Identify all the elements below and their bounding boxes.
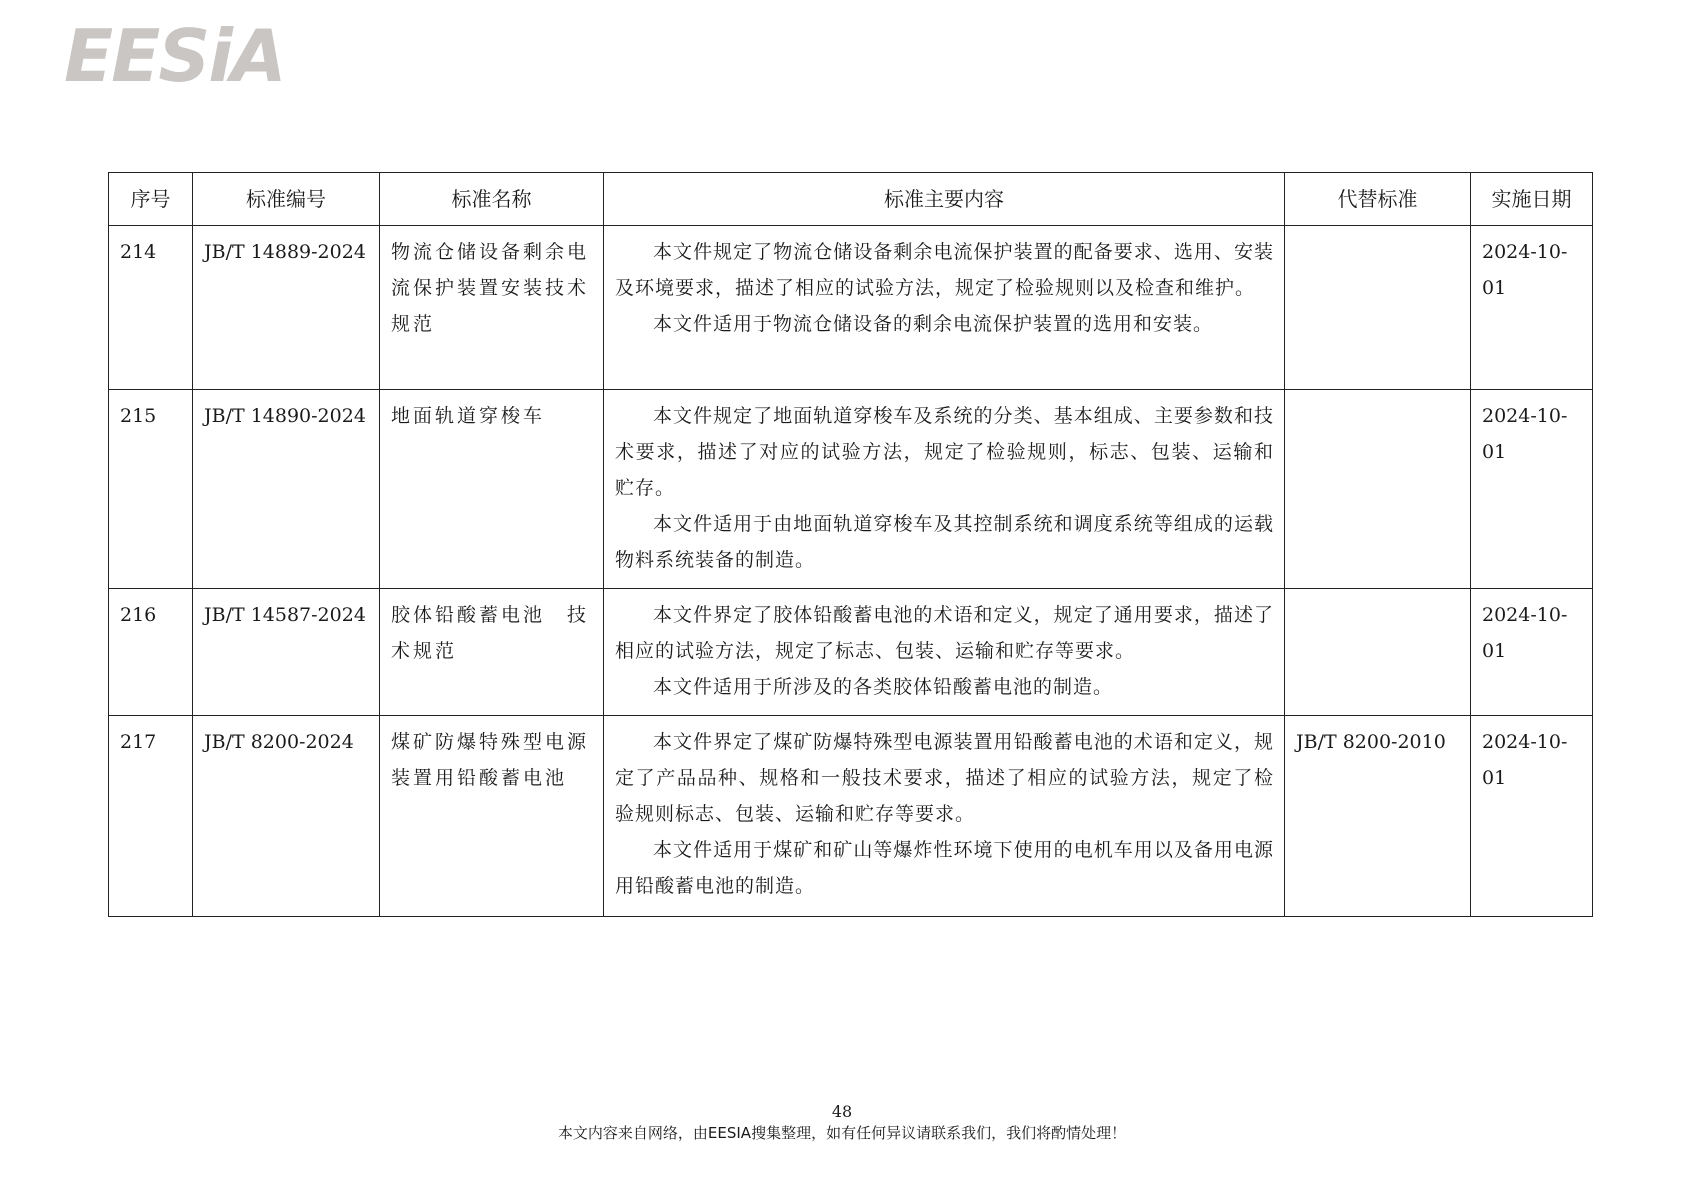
row-code: JB/T 14587-2024	[193, 589, 380, 716]
row-content	[604, 226, 1285, 390]
content-paragraph: 本文件适用于由地面轨道穿梭车及其控制系统和调度系统等组成的运载物料系统装备的制造。	[615, 513, 1274, 571]
content-paragraph: 本文件规定了物流仓储设备剩余电流保护装置的配备要求、选用、安装及环境要求，描述了相应的试验方法，规定了检验规则以及检查和维护。	[615, 241, 1274, 299]
page-number: 48	[831, 1102, 853, 1121]
row-name: 胶体铅酸蓄电池 技术规范	[380, 589, 604, 716]
header-index: 序号	[109, 173, 193, 226]
table-row	[109, 226, 1593, 390]
row-code: JB/T 8200-2024	[193, 716, 380, 917]
row-index: 216	[109, 589, 193, 716]
row-replaces: JB/T 8200-2010	[1285, 716, 1471, 917]
row-index: 217	[109, 716, 193, 917]
content-paragraph: 本文件适用于物流仓储设备的剩余电流保护装置的选用和安装。	[653, 313, 1214, 335]
table-header-row	[109, 173, 1593, 226]
row-name: 地面轨道穿梭车	[380, 390, 604, 589]
row-content	[604, 716, 1285, 917]
row-content	[604, 390, 1285, 589]
header-content: 标准主要内容	[604, 173, 1285, 226]
content-paragraph: 本文件界定了煤矿防爆特殊型电源装置用铅酸蓄电池的术语和定义，规定了产品品种、规格和一般技术要求，描述了相应的试验方法，规定了检验规则标志、包装、运输和贮存等要求。	[615, 731, 1274, 825]
table-row	[109, 589, 1593, 716]
content-paragraph: 本文件适用于煤矿和矿山等爆炸性环境下使用的电机车用以及备用电源用铅酸蓄电池的制造。	[615, 839, 1274, 897]
row-index: 215	[109, 390, 193, 589]
row-content	[604, 589, 1285, 716]
standards-table	[108, 172, 1593, 917]
eesia-logo: EESiA	[64, 14, 285, 98]
row-replaces	[1285, 589, 1471, 716]
header-date: 实施日期	[1471, 173, 1593, 226]
content-paragraph: 本文件规定了地面轨道穿梭车及系统的分类、基本组成、主要参数和技术要求，描述了对应的试验方法，规定了检验规则，标志、包装、运输和贮存。	[615, 405, 1274, 499]
header-replaces: 代替标准	[1285, 173, 1471, 226]
row-replaces	[1285, 226, 1471, 390]
row-name: 物流仓储设备剩余电流保护装置安装技术规范	[380, 226, 604, 390]
header-code: 标准编号	[193, 173, 380, 226]
row-date: 2024-10-01	[1471, 716, 1593, 917]
row-index: 214	[109, 226, 193, 390]
row-date: 2024-10-01	[1471, 390, 1593, 589]
row-replaces	[1285, 390, 1471, 589]
row-code: JB/T 14889-2024	[193, 226, 380, 390]
row-date: 2024-10-01	[1471, 589, 1593, 716]
row-date: 2024-10-01	[1471, 226, 1593, 390]
table-row	[109, 716, 1593, 917]
row-code: JB/T 14890-2024	[193, 390, 380, 589]
row-name: 煤矿防爆特殊型电源装置用铅酸蓄电池	[380, 716, 604, 917]
footer-note: 本文内容来自网络，由EESIA搜集整理，如有任何异议请联系我们，我们将酌情处理！	[557, 1124, 1127, 1142]
header-name: 标准名称	[380, 173, 604, 226]
content-paragraph: 本文件适用于所涉及的各类胶体铅酸蓄电池的制造。	[653, 676, 1114, 698]
table-row	[109, 390, 1593, 589]
content-paragraph: 本文件界定了胶体铅酸蓄电池的术语和定义，规定了通用要求，描述了相应的试验方法，规定了标志、包装、运输和贮存等要求。	[615, 604, 1274, 662]
